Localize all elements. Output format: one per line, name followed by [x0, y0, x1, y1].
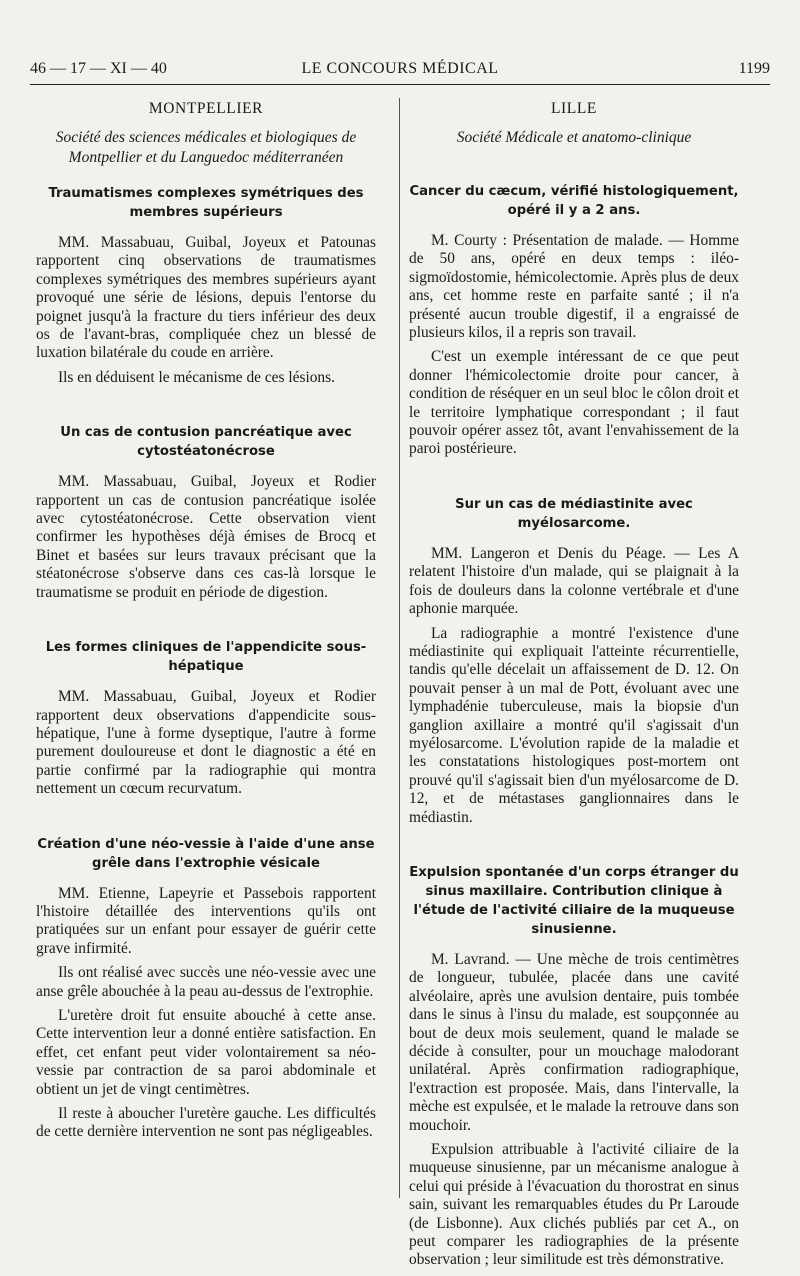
article-paragraph: MM. Langeron et Denis du Péage. — Les A relatent l'histoire d'un malade, qui se plaignait à la fois de douleurs dans la colonne vertébrale et d'une aphonie marquée. — [409, 544, 739, 618]
article-title: Cancer du cæcum, vérifié histologiquement, opéré il y a 2 ans. — [409, 184, 739, 218]
article-paragraph: MM. Massabuau, Guibal, Joyeux et Rodier rapportent un cas de contusion pancréatique isolée avec cytostéatonécrose. Cette observation vient confirmer les hypothèses déjà émises de Brocq et Binet et basées sur leurs travaux précisant que la stéatonécrose s'observe dans ces cas-là lorsque le traumatisme se produit en période de digestion. — [36, 473, 376, 601]
article-paragraph: L'uretère droit fut ensuite abouché à cette anse. Cette intervention leur a donné entière satisfaction. En effet, cet enfant peut vider volontairement sa néo-vessie par contraction de sa paroi abdominale et obtient un jet de vingt centimètres. — [36, 1006, 376, 1098]
article-paragraph: Ils en déduisent le mécanisme de ces lésions. — [58, 368, 335, 386]
article-title: Sur un cas de médiastinite avec myélosarcome. — [455, 496, 693, 531]
article-title: Traumatismes complexes symétriques des membres supérieurs — [48, 186, 364, 220]
page-number: 1199 — [738, 60, 770, 77]
article-paragraph: M. Lavrand. — Une mèche de trois centimètres de longueur, tubulée, placée dans une cavité alvéolaire, après une avulsion dentaire, puis tombée dans le sinus à l'insu du malade, est soupçonnée au bout de deux mois seulement, quand le malade se décide à consulter, pour un mouchage malodorant unilatéral. Après confirmation radiographique, l'extraction est proposée. Mais, dans l'intervalle, la mèche est expulsée, et le malade la retrouve dans son mouchoir. — [409, 950, 739, 1134]
city-heading: LILLE — [550, 100, 598, 117]
society-name: Société Médicale et anatomo-clinique — [456, 129, 692, 146]
article-paragraph: Ils ont réalisé avec succès une néo-vessie avec une anse grêle abouchée à la peau au-dessus de l'extrophie. — [36, 964, 376, 1000]
article-title: Expulsion spontanée d'un corps étranger du sinus maxillaire. Contribution clinique à l'étude de l'activité ciliaire de la muqueuse sinusienne. — [409, 864, 739, 937]
article-paragraph: MM. Massabuau, Guibal, Joyeux et Rodier rapportent deux observations d'appendicite sous-hépatique, l'une à forme dyseptique, l'autre à forme purement douloureuse et dont le diagnostic a été en partie confirmé par la radiographie qui montra nettement un cœcum recurvatum. — [36, 688, 376, 798]
journal-title: LE CONCOURS MÉDICAL — [301, 60, 499, 77]
article-title: Création d'une néo-vessie à l'aide d'une anse grêle dans l'extrophie vésicale — [37, 836, 375, 871]
article-paragraph: Expulsion attribuable à l'activité ciliaire de la muqueuse sinusienne, par un mécanisme analogue à celui qui préside à l'évacuation du thorostrat en sinus sain, suivant les remarquables études du Pr Laroude (de Lisbonne). Aux clichés publiés par cet A., on peut comparer les radiographies de la présente observation ; leur similitude est très démonstrative. — [409, 1141, 739, 1269]
left-column — [36, 100, 376, 1148]
column-divider — [399, 98, 400, 1198]
article-paragraph: Il reste à aboucher l'uretère gauche. Les difficultés de cette dernière intervention ne sont pas négligeables. — [36, 1105, 376, 1141]
article-paragraph: La radiographie a montré l'existence d'une médiastinite qui expliquait l'atteinte récurrentielle, tandis qu'elle décelait un affaissement de D. 12. On pouvait penser à un mal de Pott, évoluant avec une lymphadénie tuberculeuse, mais la biopsie d'un ganglion axillaire a montré qu'il s'agissait d'un myélosarcome. L'évolution rapide de la maladie et les constatations histologiques post-mortem ont prouvé qu'il s'agissait bien d'un myélosarcome de D. 12, et de métastases ganglionnaires dans le médiastin. — [409, 624, 739, 826]
society-name: Société des sciences médicales et biologiques de Montpellier et du Languedoc méditerranéen — [55, 129, 357, 166]
article-paragraph: MM. Massabuau, Guibal, Joyeux et Patounas rapportent cinq observations de traumatismes complexes symétriques des membres supérieurs ayant provoqué une série de lésions, depuis l'entorse du poignet jusqu'à la fracture du tiers inférieur des deux os de l'avant-bras, compliquée chez un blessé de luxation bilatérale du coude en arrière. — [36, 234, 376, 362]
article-paragraph: M. Courty : Présentation de malade. — Homme de 50 ans, opéré en deux temps : iléo-sigmoïdostomie, hémicolectomie. Après plus de deux ans, cet homme reste en parfaite santé ; il n'a présenté aucun trouble digestif, il a engraissé de plusieurs kilos, il a repris son travail. — [409, 232, 739, 342]
city-heading: MONTPELLIER — [148, 100, 264, 117]
issue-date: 46 — 17 — XI — 40 — [30, 60, 167, 77]
article-title: Un cas de contusion pancréatique avec cytostéatonécrose — [60, 425, 352, 460]
right-column — [409, 100, 739, 1276]
article-paragraph: MM. Etienne, Lapeyrie et Passebois rapportent l'histoire détaillée des interventions qu'ils ont pratiquées sur un enfant pour essayer de guérir cette grave infirmité. — [36, 884, 376, 957]
article-paragraph: C'est un exemple intéressant de ce que peut donner l'hémicolectomie droite pour cancer, à condition de réséquer en un seul bloc le côlon droit et le territoire lymphatique correspondant ; il faut pouvoir opérer assez tôt, avant l'envahissement de la paroi postérieure. — [409, 348, 739, 458]
running-header — [30, 60, 770, 85]
article-title: Les formes cliniques de l'appendicite sous-hépatique — [45, 640, 367, 675]
